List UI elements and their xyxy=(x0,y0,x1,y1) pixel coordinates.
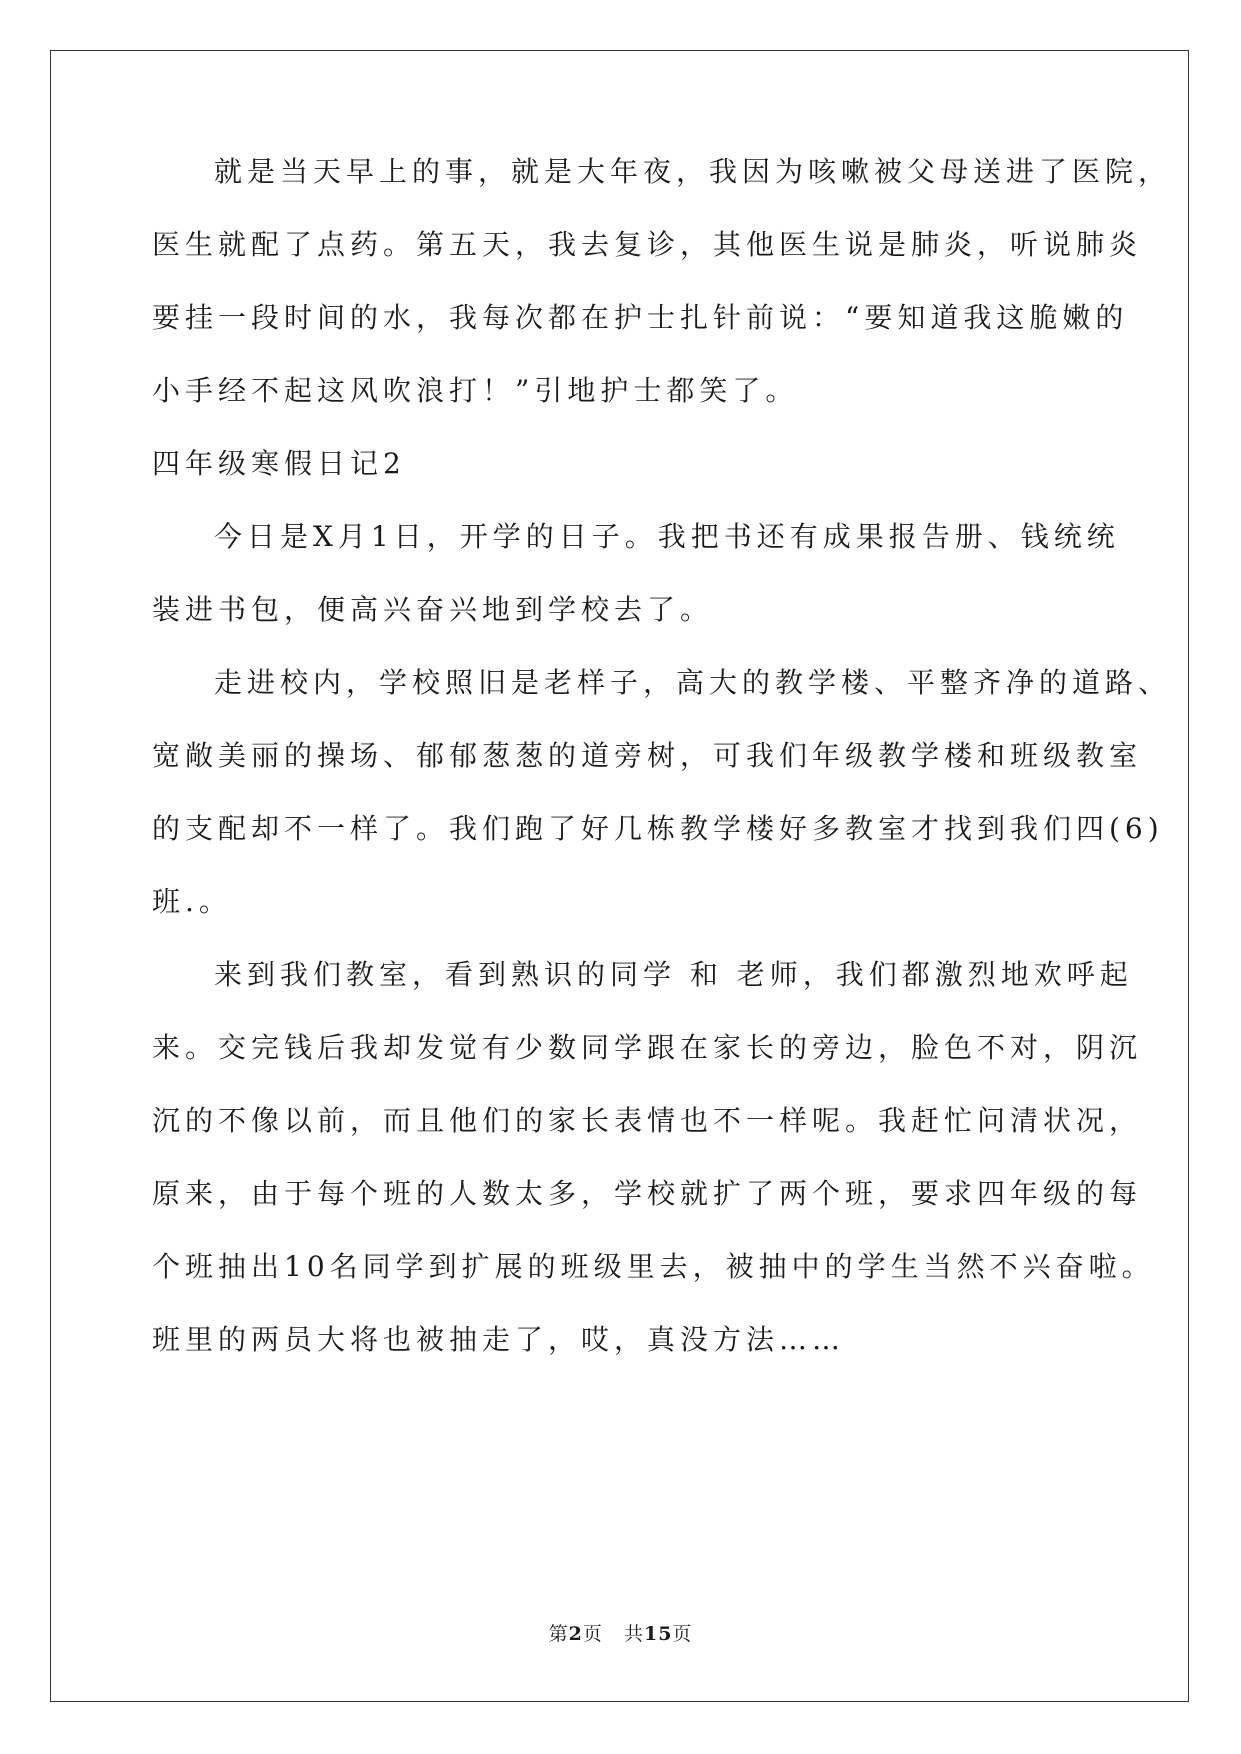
footer-page-unit: 页 xyxy=(582,1623,603,1645)
paragraph-line: 宽敞美丽的操场、郁郁葱葱的道旁树，可我们年级教学楼和班级教室 xyxy=(152,739,1143,772)
paragraph-line: 的支配却不一样了。我们跑了好几栋教学楼好多教室才找到我们四(6) xyxy=(152,812,1164,845)
paragraph-line: 沉的不像以前，而且他们的家长表情也不一样呢。我赶忙问清状况， xyxy=(152,1104,1143,1137)
paragraph-line: 来到我们教室，看到熟识的同学 和 老师，我们都激烈地欢呼起 xyxy=(214,958,1133,991)
paragraph-line: 医生就配了点药。第五天，我去复诊，其他医生说是肺炎，听说肺炎 xyxy=(152,228,1143,261)
paragraph-line: 原来，由于每个班的人数太多，学校就扩了两个班，要求四年级的每 xyxy=(152,1177,1143,1210)
footer-total-unit: 页 xyxy=(672,1623,693,1645)
paragraph-line: 班.。 xyxy=(152,885,232,918)
paragraph-line: 走进校内，学校照旧是老样子，高大的教学楼、平整齐净的道路、 xyxy=(214,666,1172,699)
section-heading: 四年级寒假日记2 xyxy=(152,447,406,480)
total-pages-number: 15 xyxy=(643,1623,673,1645)
paragraph-line: 小手经不起这风吹浪打！”引地护士都笑了。 xyxy=(152,374,799,407)
paragraph-line: 来。交完钱后我却发觉有少数同学跟在家长的旁边，脸色不对，阴沉 xyxy=(152,1031,1143,1064)
paragraph-line: 今日是X月1日，开学的日子。我把书还有成果报告册、钱统统 xyxy=(214,520,1120,553)
footer-total-prefix: 共 xyxy=(623,1623,644,1645)
footer-prefix: 第 xyxy=(548,1623,569,1645)
current-page-number: 2 xyxy=(568,1623,583,1645)
page-footer xyxy=(0,1622,1241,1646)
paragraph-line: 装进书包，便高兴奋兴地到学校去了。 xyxy=(152,593,714,626)
paragraph-line: 就是当天早上的事，就是大年夜，我因为咳嗽被父母送进了医院， xyxy=(214,155,1172,188)
paragraph-line: 班里的两员大将也被抽走了，哎，真没方法…… xyxy=(152,1323,846,1356)
paragraph-line: 个班抽出10名同学到扩展的班级里去，被抽中的学生当然不兴奋啦。 xyxy=(152,1250,1155,1283)
paragraph-line: 要挂一段时间的水，我每次都在护士扎针前说：“要知道我这脆嫩的 xyxy=(152,301,1129,334)
